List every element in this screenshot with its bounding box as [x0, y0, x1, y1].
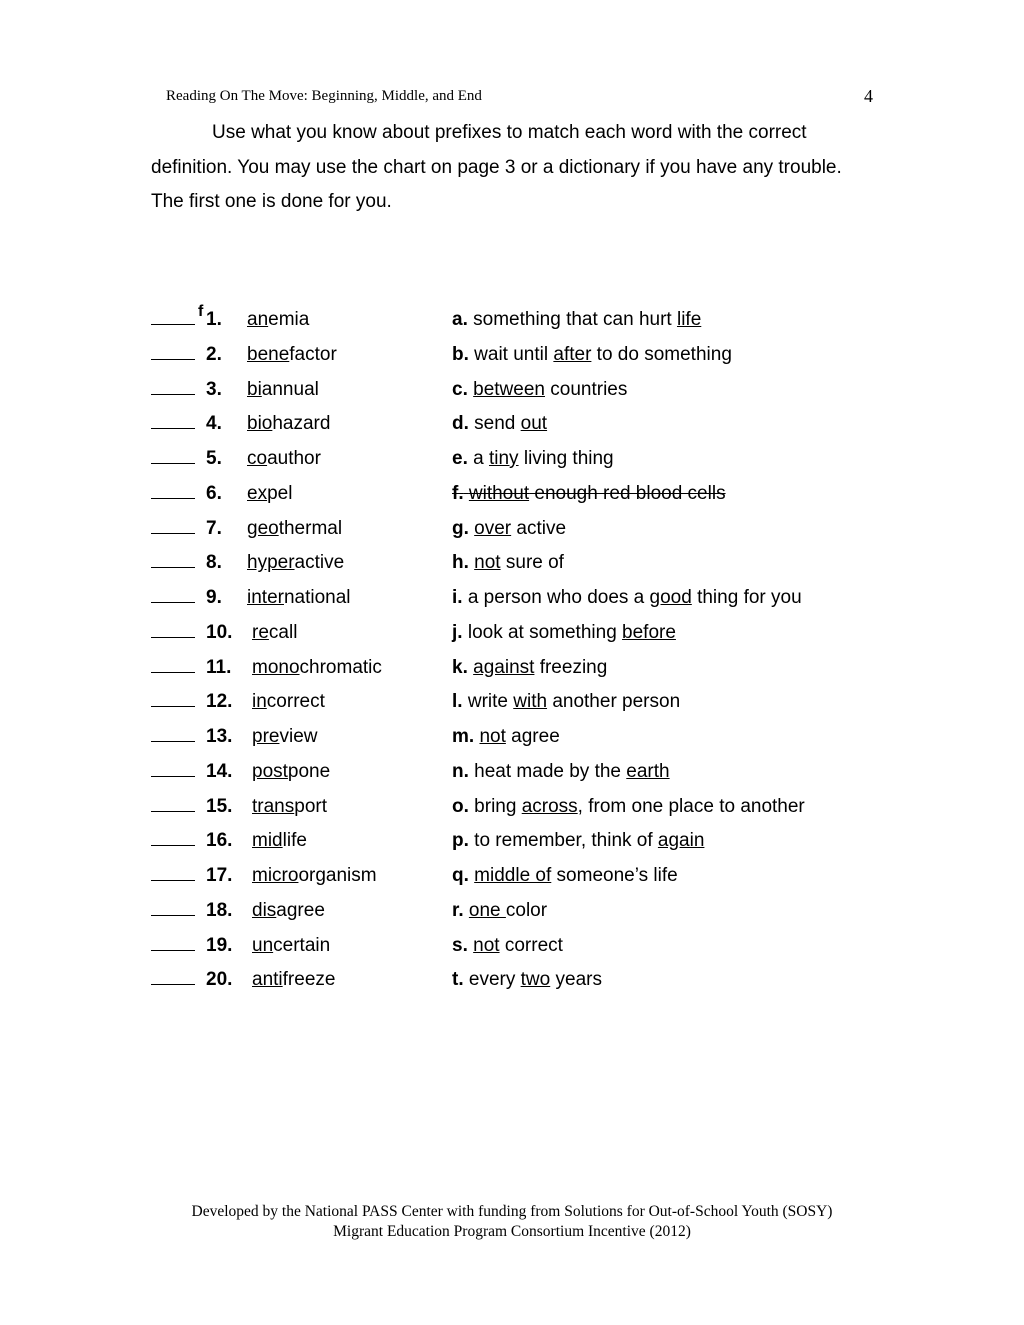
word-prefix: re: [252, 621, 269, 643]
match-row: [151, 926, 871, 961]
match-row: [151, 474, 871, 509]
word-root: certain: [273, 934, 331, 956]
definition: [452, 761, 670, 783]
answer-blank[interactable]: [151, 567, 195, 568]
definition-letter: t.: [452, 969, 464, 991]
vocab-word: [247, 483, 292, 505]
vocab-word: [247, 518, 342, 540]
match-row: [151, 960, 871, 995]
vocab-word: [252, 900, 325, 922]
footer-line-2: Migrant Education Program Consortium Incentive (2012): [333, 1223, 691, 1240]
match-row: [151, 717, 871, 752]
definition-letter: a.: [452, 309, 468, 330]
word-prefix: trans: [252, 795, 295, 817]
definition-text-after: correct: [499, 934, 563, 956]
word-prefix: bi: [247, 378, 262, 400]
definition-text-before: bring: [468, 795, 522, 817]
item-number: 15.: [206, 795, 233, 817]
definition-text-before: write: [462, 691, 514, 713]
match-row: [151, 821, 871, 856]
page-number: 4: [864, 86, 873, 106]
definition-keyword: across: [521, 795, 578, 817]
answer-blank[interactable]: [151, 984, 195, 985]
item-number: 18.: [206, 899, 233, 921]
definition-text-after: to do something: [591, 343, 732, 365]
word-prefix: ex: [247, 482, 268, 504]
answer-blank[interactable]: [151, 637, 195, 638]
answer-blank[interactable]: [151, 533, 195, 534]
definition-text-after: active: [511, 517, 567, 539]
answer-blank[interactable]: [151, 880, 195, 881]
definition-letter: b.: [452, 343, 469, 365]
definition-text-before: every: [463, 969, 521, 991]
definition-keyword: against: [473, 656, 535, 678]
item-number: 19.: [206, 934, 233, 956]
word-root: life: [282, 830, 307, 852]
definition-letter: m.: [452, 726, 475, 747]
word-root: chromatic: [299, 656, 382, 678]
answer-blank[interactable]: [151, 498, 195, 499]
word-root: pel: [267, 482, 293, 504]
match-row: [151, 578, 871, 613]
answer-blank[interactable]: [151, 706, 195, 707]
definition-text-after: freezing: [534, 656, 608, 678]
answer-blank[interactable]: [151, 394, 195, 395]
definition-letter: p.: [452, 830, 469, 852]
match-row: [151, 439, 871, 474]
vocab-word: [247, 413, 330, 435]
definition-text-before: something that can hurt: [467, 309, 677, 330]
item-number: 8.: [206, 552, 222, 574]
answer-blank[interactable]: [151, 602, 195, 603]
match-row: [151, 509, 871, 544]
definition-letter: j.: [452, 621, 463, 643]
definition-text-after: another person: [547, 691, 681, 713]
word-root: organism: [298, 865, 377, 886]
word-prefix: geo: [247, 517, 279, 539]
definition-keyword: without: [468, 482, 530, 504]
definition: [452, 796, 805, 818]
definition-letter: q.: [452, 865, 469, 886]
word-root: correct: [266, 691, 325, 713]
definition-keyword: middle of: [474, 865, 552, 886]
definition: [452, 935, 563, 957]
definition-text-before: look at something: [462, 621, 623, 643]
definition-text-after: agree: [505, 726, 560, 747]
definition-letter: g.: [452, 517, 469, 539]
match-row: [151, 891, 871, 926]
definition-keyword: not: [474, 552, 501, 574]
definition-text-before: send: [468, 413, 521, 435]
answer-blank[interactable]: [151, 915, 195, 916]
definition: [452, 900, 547, 922]
vocab-word: [252, 691, 325, 713]
vocab-word: [252, 726, 317, 748]
item-number: 20.: [206, 969, 233, 991]
definition-letter: o.: [452, 795, 469, 817]
word-prefix: mid: [252, 830, 283, 852]
match-row: [151, 682, 871, 717]
match-row: [151, 752, 871, 787]
item-number: 13.: [206, 726, 233, 747]
word-prefix: un: [252, 934, 274, 956]
definition-keyword: over: [474, 517, 512, 539]
vocab-word: [247, 448, 321, 470]
definition-text-after: thing for you: [691, 587, 802, 608]
item-number: 17.: [206, 865, 233, 886]
definition-keyword: not: [473, 934, 500, 956]
word-root: agree: [276, 899, 325, 921]
word-root: hazard: [272, 413, 331, 435]
definition-letter: l.: [452, 691, 463, 713]
word-prefix: inter: [247, 587, 284, 608]
definition-letter: r.: [452, 899, 464, 921]
word-root: call: [268, 621, 298, 643]
definition-text-before: a person who does a: [462, 587, 650, 608]
definition: [452, 691, 680, 713]
definition-letter: i.: [452, 587, 463, 608]
vocab-word: [252, 969, 335, 991]
definition: [452, 587, 802, 609]
match-row: [151, 613, 871, 648]
word-prefix: hyper: [247, 552, 295, 574]
word-root: active: [294, 552, 345, 574]
definition-letter: k.: [452, 656, 468, 678]
definition: [452, 657, 607, 679]
word-prefix: micro: [252, 865, 299, 886]
match-row: [151, 300, 871, 335]
definition-keyword: before: [622, 621, 676, 643]
definition: [452, 830, 704, 852]
word-root: emia: [268, 309, 310, 330]
definition: [452, 344, 732, 366]
definition: [452, 865, 678, 887]
definition-letter: s.: [452, 934, 468, 956]
answer-blank[interactable]: [151, 741, 195, 742]
vocab-word: [252, 796, 327, 818]
definition-letter: n.: [452, 760, 469, 782]
answer-blank[interactable]: [151, 463, 195, 464]
definition-text-after: years: [550, 969, 602, 991]
definition-keyword: again: [657, 830, 705, 852]
definition-text-before: a: [467, 448, 489, 469]
definition-text-after: someone’s life: [551, 865, 678, 886]
definition-text-after: living thing: [518, 448, 614, 469]
vocab-word: [247, 552, 344, 574]
answer-blank[interactable]: [151, 845, 195, 846]
definition-keyword: earth: [626, 760, 670, 782]
definition: [452, 309, 701, 331]
word-root: author: [267, 448, 321, 469]
item-number: 10.: [206, 621, 233, 643]
item-number: 1.: [206, 309, 222, 330]
word-prefix: dis: [252, 899, 277, 921]
word-prefix: pre: [252, 726, 280, 747]
definition: [452, 969, 602, 991]
item-number: 3.: [206, 378, 222, 400]
definition-letter: e.: [452, 448, 468, 469]
definition-letter: f.: [452, 482, 464, 504]
definition: [452, 518, 566, 540]
definition-text-before: heat made by the: [468, 760, 627, 782]
definition-keyword: out: [520, 413, 548, 435]
definition-text-before: wait until: [468, 343, 554, 365]
word-root: view: [279, 726, 318, 747]
definition-keyword: life: [676, 309, 702, 330]
definition-text-after: countries: [544, 378, 628, 400]
item-number: 7.: [206, 517, 222, 539]
definition-keyword: good: [649, 587, 692, 608]
vocab-word: [252, 830, 307, 852]
answer-blank[interactable]: [151, 359, 195, 360]
definition-keyword: one: [468, 899, 506, 921]
vocab-word: [247, 344, 337, 366]
word-prefix: co: [247, 448, 268, 469]
answer-blank[interactable]: [151, 811, 195, 812]
item-number: 12.: [206, 691, 233, 713]
vocab-word: [252, 622, 297, 644]
word-prefix: anti: [252, 969, 283, 991]
item-number: 2.: [206, 343, 222, 365]
vocab-word: [252, 865, 377, 887]
word-prefix: in: [252, 691, 267, 713]
item-number: 11.: [206, 656, 232, 678]
word-root: national: [283, 587, 351, 608]
item-number: 6.: [206, 482, 222, 504]
matching-list: [151, 300, 871, 995]
footer-line-1: Developed by the National PASS Center with funding from Solutions for Out-of-School Youth (SOSY): [191, 1203, 833, 1220]
vocab-word: [252, 761, 330, 783]
definition-text-after: enough red blood cells: [529, 482, 726, 504]
match-row: [151, 648, 871, 683]
answer-blank[interactable]: [151, 672, 195, 673]
definition: [452, 622, 676, 644]
definition-keyword: after: [553, 343, 592, 365]
vocab-word: [247, 379, 319, 401]
definition-keyword: tiny: [488, 448, 519, 469]
match-row: [151, 404, 871, 439]
item-number: 14.: [206, 760, 233, 782]
match-row: [151, 370, 871, 405]
word-root: freeze: [282, 969, 336, 991]
item-number: 5.: [206, 448, 222, 469]
match-row: [151, 335, 871, 370]
vocab-word: [252, 935, 330, 957]
word-root: annual: [261, 378, 319, 400]
word-root: port: [294, 795, 327, 817]
vocab-word: [247, 309, 309, 331]
definition-text-after: , from one place to another: [577, 795, 805, 817]
item-number: 4.: [206, 413, 222, 435]
definition-keyword: with: [513, 691, 548, 713]
definition: [452, 379, 627, 401]
instructions: [151, 116, 851, 220]
instructions-text: Use what you know about prefixes to match each word with the correct definition. You may use the chart on page 3 or a dictionary if you have any trouble. The first one is done for you.: [151, 122, 842, 212]
definition: [452, 726, 560, 748]
match-row: [151, 543, 871, 578]
item-number: 16.: [206, 830, 233, 852]
definition: [452, 483, 726, 505]
definition-letter: d.: [452, 413, 469, 435]
word-prefix: bene: [247, 343, 290, 365]
definition-keyword: two: [520, 969, 551, 991]
word-prefix: an: [247, 309, 269, 330]
answer-text: f: [198, 303, 204, 320]
match-row: [151, 787, 871, 822]
definition: [452, 552, 564, 574]
definition: [452, 413, 547, 435]
word-prefix: bio: [247, 413, 273, 435]
definition-keyword: between: [473, 378, 545, 400]
definition: [452, 448, 614, 470]
document-header: Reading On The Move: Beginning, Middle, and End: [166, 88, 482, 104]
vocab-word: [247, 587, 351, 609]
answer-blank[interactable]: [151, 776, 195, 777]
word-root: thermal: [278, 517, 343, 539]
match-row: [151, 856, 871, 891]
answer-blank[interactable]: [151, 950, 195, 951]
word-prefix: post: [252, 760, 288, 782]
word-prefix: mono: [252, 656, 300, 678]
definition-keyword: not: [479, 726, 506, 747]
definition-letter: c.: [452, 378, 468, 400]
answer-blank[interactable]: [151, 324, 195, 325]
answer-blank[interactable]: [151, 428, 195, 429]
footer: [0, 1202, 1024, 1242]
definition-text-before: to remember, think of: [468, 830, 658, 852]
definition-letter: h.: [452, 552, 469, 574]
definition-text-after: sure of: [500, 552, 564, 574]
item-number: 9.: [206, 587, 222, 608]
vocab-word: [252, 657, 382, 679]
definition-text-after: color: [505, 899, 548, 921]
word-root: pone: [287, 760, 331, 782]
word-root: factor: [289, 343, 337, 365]
